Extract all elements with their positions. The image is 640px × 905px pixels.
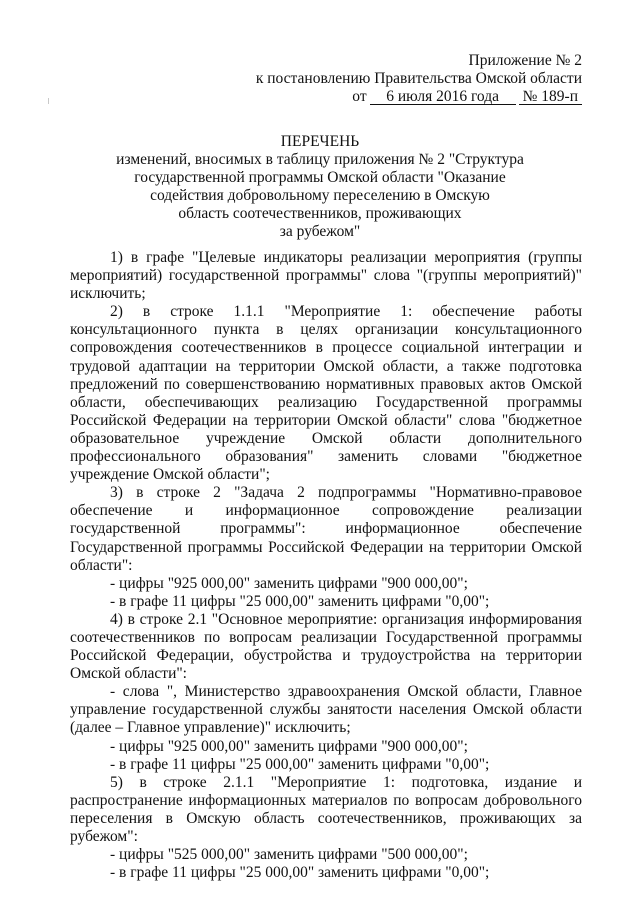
paragraph: - в графе 11 цифры "25 000,00" заменить цифрами "0,00"; [110,864,490,882]
resolution-date: 6 июля 2016 года [370,89,516,105]
paragraph: 2) в строке 1.1.1 "Мероприятие 1: обеспечение работы консультационного пункта в целях организации консультационного сопровождения соотечественников в процессе социальной интеграции и трудовой адаптации на территории Омской области, а также подготовка предложений по совершенствованию нормативных правовых актов Омской области, обеспечивающих реализацию Государственной программы Российской Федерации на территории Омской области" слова "бюджетное образовательное учреждение Омской области дополнительного профессионального образования" заменить словами "бюджетное учреждение Омской области"; [70,303,582,484]
paragraph: 1) в графе "Целевые индикаторы реализации мероприятия (группы мероприятий) государственной программы" слова "(группы мероприятий)" исключить; [70,249,582,303]
title-line: изменений, вносимых в таблицу приложения № 2 "Структура [116,151,524,168]
paragraph: - цифры "925 000,00" заменить цифрами "900 000,00"; [110,574,468,592]
paragraph: 4) в строке 2.1 "Основное мероприятие: организация информирования соотечественников по вопросам реализации Государственной программы Российской Федерации, обустройства и трудоустройства на территории Омской области": [70,610,582,683]
title-line: государственной программы Омской области "Оказание [134,169,506,186]
paragraph: 3) в строке 2 "Задача 2 подпрограммы "Нормативно-правовое обеспечение и информационное сопровождение реализации государственной программы": информационное обеспечение Государственной программы Российской Федерации на территории Омской области": [70,484,582,574]
title-line: за рубежом" [279,223,361,240]
resolution-number: № 189-п [519,89,582,105]
margin-tick [48,98,49,104]
resolution-date-line [222,88,582,106]
title-line: содействия добровольному переселению в Омскую [150,187,490,204]
document-body [70,249,582,882]
paragraph: - цифры "925 000,00" заменить цифрами "900 000,00"; [110,737,468,755]
title-line: область соотечественников, проживающих [178,205,462,222]
paragraph: - в графе 11 цифры "25 000,00" заменить цифрами "0,00"; [110,592,490,610]
paragraph: - в графе 11 цифры "25 000,00" заменить цифрами "0,00"; [110,755,490,773]
document-title [100,133,540,241]
title-heading: ПЕРЕЧЕНЬ [280,133,360,150]
paragraph: 5) в строке 2.1.1 "Мероприятие 1: подготовка, издание и распространение информационных материалов по вопросам добровольного переселения в Омскую область соотечественников, проживающих за рубежом": [70,773,582,845]
resolution-reference: к постановлению Правительства Омской области [255,70,582,87]
from-label: от [352,88,367,105]
paragraph: - цифры "525 000,00" заменить цифрами "500 000,00"; [110,846,468,864]
appendix-number: Приложение № 2 [468,52,582,69]
appendix-header [222,52,582,106]
paragraph: - слова ", Министерство здравоохранения Омской области, Главное управление государственной службы занятости населения Омской области (далее – Главное управление)" исключить; [70,683,582,737]
